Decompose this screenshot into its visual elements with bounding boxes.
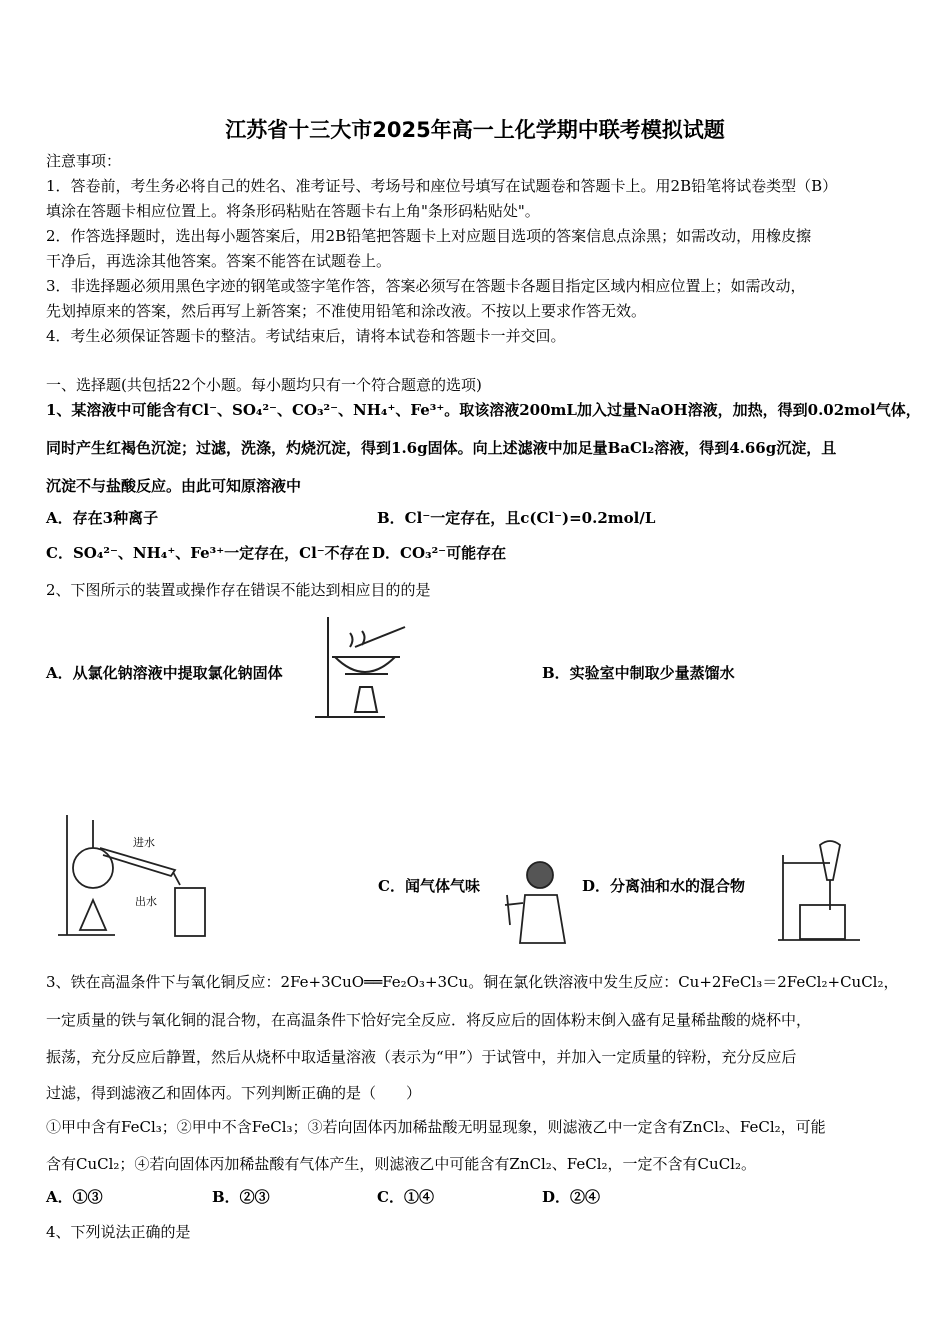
q3-stem: ①甲中含有FeCl₃；②甲中不含FeCl₃；③若向固体丙加稀盐酸无明显现象，则滤液乙中一定含有ZnCl₂、FeCl₂，可能 (46, 1118, 826, 1136)
q3-stem: 一定质量的铁与氧化铜的混合物，在高温条件下恰好完全反应．将反应后的固体粉末倒入盛有足量稀盐酸的烧杯中， (46, 1011, 812, 1029)
note-line: 先划掉原来的答案，然后再写上新答案；不准使用铅笔和涂改液。不按以上要求作答无效。 (46, 302, 647, 320)
note-line: 4．考生必须保证答题卡的整洁。考试结束后，请将本试卷和答题卡一并交回。 (46, 327, 566, 345)
notes-heading: 注意事项： (46, 152, 122, 170)
smelling-gas-image (495, 855, 575, 945)
separatory-funnel-image (775, 835, 870, 945)
q3-stem: 含有CuCl₂；④若向固体丙加稀盐酸有气体产生，则滤液乙中可能含有ZnCl₂、FeCl₂，一定不含有CuCl₂。 (46, 1155, 756, 1173)
q1-stem: 1、某溶液中可能含有Cl⁻、SO₄²⁻、CO₃²⁻、NH₄⁺、Fe³⁺。取该溶液200mL加入过量NaOH溶液，加热，得到0.02mol气体， (46, 401, 921, 419)
q3-option-c: C．①④ (377, 1188, 434, 1206)
q2-option-c: C．闻气体气味 (378, 877, 480, 895)
water-inlet-label: 进水 (133, 836, 155, 849)
q3-option-b: B．②③ (212, 1188, 270, 1206)
q1-option-d: D．CO₃²⁻可能存在 (372, 544, 507, 562)
note-line: 1．答卷前，考生务必将自己的姓名、准考证号、考场号和座位号填写在试题卷和答题卡上。用2B铅笔将试卷类型（B） (46, 177, 838, 195)
q1-stem: 沉淀不与盐酸反应。由此可知原溶液中 (46, 477, 302, 495)
note-line: 3．非选择题必须用黑色字迹的钢笔或签字笔作答，答案必须写在答题卡各题目指定区域内相应位置上；如需改动， (46, 277, 806, 295)
q1-option-b: B．Cl⁻一定存在，且c(Cl⁻)=0.2mol/L (377, 509, 656, 527)
q1-option-a: A．存在3种离子 (46, 509, 159, 527)
q3-stem: 振荡，充分反应后静置，然后从烧杯中取适量溶液（表示为“甲”）于试管中，并加入一定质量的锌粉，充分反应后 (46, 1048, 797, 1066)
q2-option-b: B．实验室中制取少量蒸馏水 (542, 664, 735, 682)
distillation-apparatus-image (55, 810, 215, 945)
q3-stem: 过滤，得到滤液乙和固体丙。下列判断正确的是（ ） (46, 1084, 422, 1102)
note-line: 2．作答选择题时，选出每小题答案后，用2B铅笔把答题卡上对应题目选项的答案信息点涂黑；如需改动，用橡皮擦 (46, 227, 812, 245)
note-line: 干净后，再选涂其他答案。答案不能答在试题卷上。 (46, 252, 392, 270)
page-title: 江苏省十三大市2025年高一上化学期中联考模拟试题 (225, 118, 725, 142)
q2-option-a: A．从氯化钠溶液中提取氯化钠固体 (46, 664, 283, 682)
q3-stem: 3、铁在高温条件下与氧化铜反应：2Fe+3CuO══Fe₂O₃+3Cu。铜在氯化铁溶液中发生反应：Cu+2FeCl₃＝2FeCl₂+CuCl₂， (46, 973, 899, 991)
water-outlet-label: 出水 (135, 895, 157, 908)
q3-option-d: D．②④ (542, 1188, 601, 1206)
q2-option-d: D．分离油和水的混合物 (582, 877, 746, 895)
q4-stem: 4、下列说法正确的是 (46, 1223, 191, 1241)
q1-stem: 同时产生红褐色沉淀；过滤，洗涤，灼烧沉淀，得到1.6g固体。向上述滤液中加足量BaCl₂溶液，得到4.66g沉淀，且 (46, 439, 837, 457)
evaporation-apparatus-image (310, 612, 410, 722)
section-heading: 一、选择题(共包括22个小题。每小题均只有一个符合题意的选项) (46, 376, 482, 394)
q1-option-c: C．SO₄²⁻、NH₄⁺、Fe³⁺一定存在，Cl⁻不存在 (46, 544, 370, 562)
note-line: 填涂在答题卡相应位置上。将条形码粘贴在答题卡右上角"条形码粘贴处"。 (46, 202, 540, 220)
q3-option-a: A．①③ (46, 1188, 103, 1206)
q2-stem: 2、下图所示的装置或操作存在错误不能达到相应目的的是 (46, 581, 431, 599)
